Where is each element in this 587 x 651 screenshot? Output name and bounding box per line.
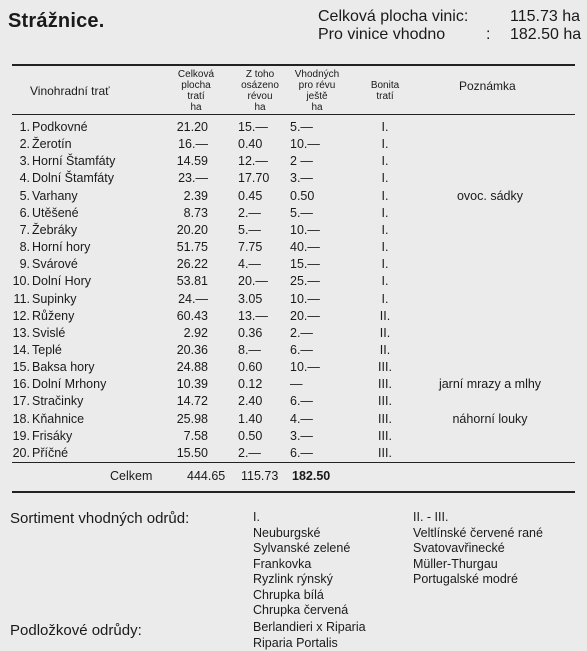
row-planted: 15.— — [238, 120, 288, 134]
row-planted: 2.— — [238, 446, 288, 460]
variety-item: Frankovka — [253, 557, 350, 573]
row-suitable: 10.— — [290, 137, 340, 151]
row-name: Žebráky — [32, 223, 77, 237]
row-suitable: 3.— — [290, 429, 340, 443]
header-rule — [12, 114, 575, 115]
row-suitable: 6.— — [290, 343, 340, 357]
row-planted: 0.50 — [238, 429, 288, 443]
row-number: 20. — [12, 446, 30, 460]
row-bonita: I. — [370, 137, 400, 151]
row-name: Podkovné — [32, 120, 88, 134]
row-suitable: 15.— — [290, 257, 340, 271]
row-total-area: 7.58 — [172, 429, 208, 443]
summary-suitable-area — [318, 26, 445, 44]
row-number: 13. — [12, 326, 30, 340]
table-bottom-rule — [12, 491, 575, 493]
table-row — [0, 206, 587, 223]
row-planted: 2.40 — [238, 394, 288, 408]
row-total-area: 51.75 — [172, 240, 208, 254]
row-bonita: III. — [370, 429, 400, 443]
variety-item: Sylvanské zelené — [253, 541, 350, 557]
row-suitable: 0.50 — [290, 189, 340, 203]
variety-item: Veltlínské červené rané — [413, 526, 543, 542]
row-total-area: 14.72 — [172, 394, 208, 408]
table-row — [0, 326, 587, 343]
row-bonita: I. — [370, 274, 400, 288]
row-suitable: — — [290, 377, 340, 391]
row-number: 19. — [12, 429, 30, 443]
row-name: Baksa hory — [32, 360, 95, 374]
row-name: Růženy — [32, 309, 74, 323]
row-suitable: 6.— — [290, 394, 340, 408]
row-suitable: 40.— — [290, 240, 340, 254]
row-total-area: 24.88 — [172, 360, 208, 374]
table-row — [0, 137, 587, 154]
row-name: Příčné — [32, 446, 68, 460]
row-suitable: 10.— — [290, 223, 340, 237]
table-row — [0, 377, 587, 394]
row-planted: 0.60 — [238, 360, 288, 374]
row-bonita: II. — [370, 326, 400, 340]
table-row — [0, 257, 587, 274]
table-row — [0, 412, 587, 429]
row-bonita: III. — [370, 360, 400, 374]
varieties-group-1 — [253, 510, 350, 619]
row-name: Svárové — [32, 257, 78, 271]
row-total-area: 26.22 — [172, 257, 208, 271]
variety-item: Svatovavřinecké — [413, 541, 543, 557]
row-number: 12. — [12, 309, 30, 323]
table-row — [0, 274, 587, 291]
row-total-area: 23.— — [172, 171, 208, 185]
row-bonita: I. — [370, 240, 400, 254]
total-area: 444.65 — [187, 469, 225, 483]
row-name: Teplé — [32, 343, 62, 357]
row-number: 16. — [12, 377, 30, 391]
varieties-label: Sortiment vhodných odrůd: — [10, 510, 189, 527]
row-suitable: 3.— — [290, 171, 340, 185]
rootstock-item: Berlandieri x Riparia — [253, 620, 366, 636]
row-number: 8. — [12, 240, 30, 254]
header-note: Poznámka — [459, 79, 516, 93]
summary-suitable-colon: : — [486, 26, 490, 44]
summary-suitable-label: Pro vinice vhodno — [318, 26, 445, 43]
row-planted: 5.— — [238, 223, 288, 237]
row-total-area: 20.36 — [172, 343, 208, 357]
row-suitable: 25.— — [290, 274, 340, 288]
row-name: Horní Štamfáty — [32, 154, 115, 168]
row-suitable: 20.— — [290, 309, 340, 323]
row-bonita: I. — [370, 120, 400, 134]
row-bonita: II. — [370, 343, 400, 357]
row-suitable: 5.— — [290, 206, 340, 220]
row-total-area: 20.20 — [172, 223, 208, 237]
row-bonita: III. — [370, 446, 400, 460]
total-suitable: 182.50 — [292, 469, 330, 483]
row-bonita: III. — [370, 377, 400, 391]
row-name: Utěšené — [32, 206, 79, 220]
header-bonita: Bonita tratí — [360, 80, 410, 102]
row-bonita: III. — [370, 412, 400, 426]
row-total-area: 2.92 — [172, 326, 208, 340]
row-name: Dolní Mrhony — [32, 377, 106, 391]
row-name: Horní hory — [32, 240, 90, 254]
row-number: 6. — [12, 206, 30, 220]
row-suitable: 10.— — [290, 360, 340, 374]
row-number: 4. — [12, 171, 30, 185]
table-row — [0, 343, 587, 360]
table-top-rule — [12, 64, 575, 66]
rootstocks-list — [253, 620, 366, 651]
row-bonita: I. — [370, 171, 400, 185]
row-total-area: 14.59 — [172, 154, 208, 168]
row-name: Stračinky — [32, 394, 83, 408]
table-row — [0, 120, 587, 137]
row-planted: 2.— — [238, 206, 288, 220]
total-rule — [12, 462, 575, 463]
row-note: ovoc. sádky — [420, 189, 560, 203]
table-row — [0, 171, 587, 188]
row-number: 11. — [12, 292, 30, 306]
varieties-group-2 — [413, 510, 543, 588]
row-bonita: I. — [370, 257, 400, 271]
table-row — [0, 360, 587, 377]
row-number: 7. — [12, 223, 30, 237]
row-planted: 20.— — [238, 274, 288, 288]
row-note: jarní mrazy a mlhy — [420, 377, 560, 391]
row-number: 5. — [12, 189, 30, 203]
row-total-area: 24.— — [172, 292, 208, 306]
row-bonita: I. — [370, 292, 400, 306]
table-row — [0, 240, 587, 257]
table-row — [0, 446, 587, 463]
row-total-area: 2.39 — [172, 189, 208, 203]
variety-item: Müller-Thurgau — [413, 557, 543, 573]
row-planted: 12.— — [238, 154, 288, 168]
total-planted: 115.73 — [241, 469, 278, 483]
row-name: Svislé — [32, 326, 65, 340]
row-suitable: 2 — — [290, 154, 340, 168]
row-total-area: 25.98 — [172, 412, 208, 426]
row-planted: 0.36 — [238, 326, 288, 340]
row-number: 3. — [12, 154, 30, 168]
row-planted: 1.40 — [238, 412, 288, 426]
row-suitable: 2.— — [290, 326, 340, 340]
row-total-area: 21.20 — [172, 120, 208, 134]
row-suitable: 5.— — [290, 120, 340, 134]
row-bonita: III. — [370, 394, 400, 408]
rootstocks-label: Podložkové odrůdy: — [10, 622, 142, 639]
table-row — [0, 189, 587, 206]
header-total-area: Celková plocha tratí ha — [170, 69, 222, 113]
row-total-area: 60.43 — [172, 309, 208, 323]
row-name: Kňahnice — [32, 412, 84, 426]
row-name: Dolní Hory — [32, 274, 91, 288]
row-number: 9. — [12, 257, 30, 271]
header-planted: Z toho osázeno révou ha — [232, 69, 288, 113]
row-planted: 3.05 — [238, 292, 288, 306]
row-bonita: I. — [370, 189, 400, 203]
row-total-area: 53.81 — [172, 274, 208, 288]
row-number: 2. — [12, 137, 30, 151]
row-suitable: 4.— — [290, 412, 340, 426]
summary-total-label: Celková plocha vinic: — [318, 8, 468, 25]
row-suitable: 6.— — [290, 446, 340, 460]
header-suitable: Vhodných pro révu ještě ha — [288, 69, 346, 113]
row-planted: 4.— — [238, 257, 288, 271]
row-bonita: II. — [370, 309, 400, 323]
header-name: Vinohradní trať — [30, 84, 110, 98]
table-row — [0, 394, 587, 411]
row-name: Frisáky — [32, 429, 72, 443]
variety-item: Portugalské modré — [413, 572, 543, 588]
total-label: Celkem — [110, 469, 152, 483]
variety-item: Ryzlink rýnský — [253, 572, 350, 588]
row-number: 14. — [12, 343, 30, 357]
row-bonita: I. — [370, 206, 400, 220]
summary-total-area — [318, 8, 468, 26]
row-number: 15. — [12, 360, 30, 374]
variety-item: Neuburgské — [253, 526, 350, 542]
row-planted: 8.— — [238, 343, 288, 357]
table-row — [0, 154, 587, 171]
row-note: náhorní louky — [420, 412, 560, 426]
row-number: 17. — [12, 394, 30, 408]
varieties-group-1-label: I. — [253, 510, 350, 526]
row-suitable: 10.— — [290, 292, 340, 306]
row-bonita: I. — [370, 154, 400, 168]
variety-item: Chrupka bílá — [253, 588, 350, 604]
row-number: 18. — [12, 412, 30, 426]
varieties-group-2-label: II. - III. — [413, 510, 543, 526]
row-total-area: 10.39 — [172, 377, 208, 391]
table-row — [0, 309, 587, 326]
row-planted: 0.45 — [238, 189, 288, 203]
table-row — [0, 223, 587, 240]
row-name: Supinky — [32, 292, 76, 306]
row-number: 10. — [12, 274, 30, 288]
row-name: Žerotín — [32, 137, 72, 151]
row-bonita: I. — [370, 223, 400, 237]
row-name: Varhany — [32, 189, 78, 203]
row-total-area: 8.73 — [172, 206, 208, 220]
table-row — [0, 429, 587, 446]
row-planted: 13.— — [238, 309, 288, 323]
page-title: Strážnice. — [8, 10, 104, 33]
row-planted: 17.70 — [238, 171, 288, 185]
rootstock-item: Riparia Portalis — [253, 636, 366, 651]
row-total-area: 15.50 — [172, 446, 208, 460]
row-planted: 0.40 — [238, 137, 288, 151]
variety-item: Chrupka červená — [253, 603, 350, 619]
row-planted: 0.12 — [238, 377, 288, 391]
summary-total-value: 115.73 ha — [510, 8, 580, 26]
row-number: 1. — [12, 120, 30, 134]
row-name: Dolní Štamfáty — [32, 171, 114, 185]
summary-suitable-value: 182.50 ha — [510, 26, 581, 44]
table-row — [0, 292, 587, 309]
row-total-area: 16.— — [172, 137, 208, 151]
row-planted: 7.75 — [238, 240, 288, 254]
